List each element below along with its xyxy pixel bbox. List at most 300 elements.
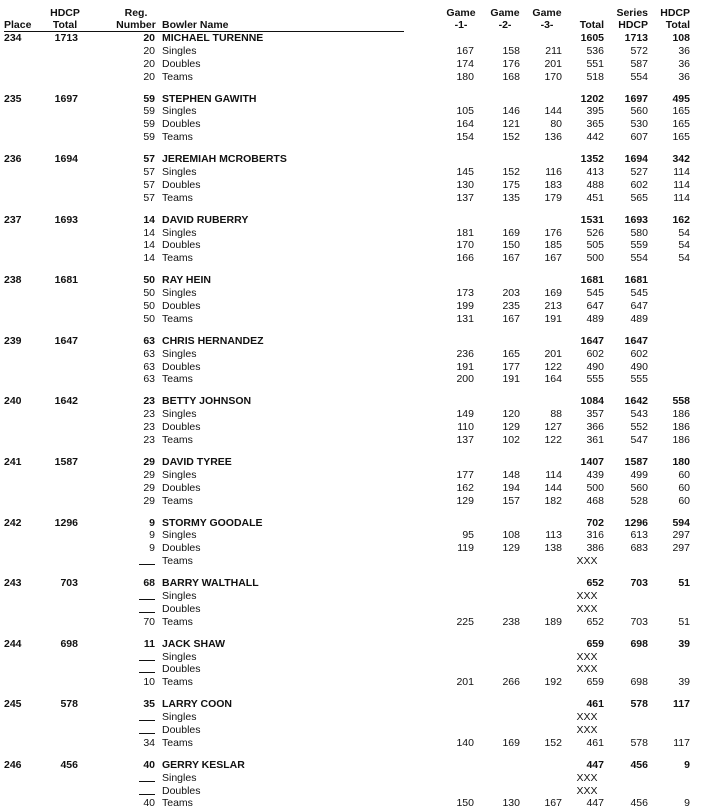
game-1-cell: 181 [456,226,474,239]
game-3-cell: 183 [544,178,562,191]
event-total-cell: 490 [586,360,604,373]
header-bowler-name: Bowler Name [162,19,229,31]
event-total-cell: 442 [586,131,604,144]
event-series-hdcp-cell: 456 [630,797,648,810]
event-total-cell: XXX [576,602,598,615]
hdcp-total-cell: 1647 [54,334,78,347]
event-total-cell: 659 [586,676,604,689]
bowler-summary-row [0,32,701,45]
event-series-hdcp-cell: 602 [630,347,648,360]
place-cell: 238 [4,274,22,287]
event-name-cell: Singles [162,771,197,784]
event-reg-cell: 59 [143,131,155,144]
hdcp-cell: 162 [672,213,690,226]
event-name-cell: Doubles [162,118,201,131]
bowler-block [0,698,701,750]
hdcp-total-cell: 1296 [54,516,78,529]
hdcp-total-cell: 578 [60,698,78,711]
bowler-name-cell: LARRY COON [162,698,233,711]
event-row [0,179,701,192]
event-hdcp-cell: 186 [672,408,690,421]
event-total-cell: XXX [576,723,598,736]
event-reg-cell: 9 [149,529,155,542]
series-hdcp-cell: 456 [630,758,648,771]
event-series-hdcp-cell: 547 [630,434,648,447]
event-series-hdcp-cell: 587 [630,57,648,70]
game-1-cell: 145 [456,166,474,179]
event-name-cell: Singles [162,529,197,542]
event-row [0,373,701,386]
game-1-cell: 162 [456,481,474,494]
event-row [0,252,701,265]
series-hdcp-cell: 1642 [624,395,648,408]
event-total-cell: 526 [586,226,604,239]
game-3-cell: 122 [544,434,562,447]
event-reg-cell [112,772,155,785]
event-hdcp-cell: 117 [673,736,690,749]
series-hdcp-cell: 1647 [624,334,648,347]
series-hdcp-cell: 1587 [624,455,648,468]
bowler-block [0,153,701,205]
game-1-cell: 225 [456,615,474,628]
event-reg-cell: 9 [149,542,155,555]
event-hdcp-cell: 297 [672,529,690,542]
game-1-cell: 174 [456,57,474,70]
event-total-cell: 357 [586,408,604,421]
reg-number-cell: 40 [143,758,155,771]
event-total-cell: 439 [586,468,604,481]
event-reg-cell [112,724,155,737]
total-cell: 1407 [580,455,604,468]
event-reg-cell: 23 [143,421,155,434]
reg-number-cell: 14 [143,213,155,226]
event-hdcp-cell: 165 [672,118,690,131]
event-series-hdcp-cell: 530 [630,118,648,131]
total-cell: 1352 [580,153,604,166]
event-total-cell: 488 [586,178,604,191]
event-hdcp-cell: 297 [672,542,690,555]
event-reg-cell: 57 [143,178,155,191]
game-2-cell: 135 [502,191,520,204]
game-3-cell: 113 [545,529,562,542]
series-hdcp-cell: 578 [630,698,648,711]
hdcp-total-cell: 1693 [54,213,78,226]
total-cell: 447 [586,758,604,771]
event-row [0,239,701,252]
game-3-cell: 144 [544,105,562,118]
event-name-cell: Singles [162,287,197,300]
header-total: Total [579,19,604,31]
game-1-cell: 191 [456,360,474,373]
series-hdcp-cell: 1713 [624,32,648,44]
event-reg-cell: 23 [143,434,155,447]
hdcp-total-cell: 698 [60,637,78,650]
bowler-name-cell: STORMY GOODALE [162,516,263,529]
event-hdcp-cell: 186 [672,421,690,434]
event-reg-cell: 20 [143,44,155,57]
total-cell: 652 [586,577,604,590]
event-series-hdcp-cell: 499 [630,468,648,481]
game-3-cell: 191 [544,312,562,325]
game-1-cell: 140 [456,736,474,749]
bowler-block [0,577,701,629]
event-name-cell: Doubles [162,178,201,191]
event-total-cell: 451 [586,191,604,204]
event-reg-cell: 40 [143,797,155,810]
event-reg-cell: 23 [143,408,155,421]
game-2-cell: 165 [502,347,520,360]
event-total-cell: 413 [586,166,604,179]
place-cell: 240 [4,395,22,408]
place-cell: 235 [4,92,22,105]
event-series-hdcp-cell: 555 [630,373,648,386]
event-reg-cell: 63 [143,373,155,386]
event-hdcp-cell: 114 [673,166,690,179]
game-1-cell: 137 [456,191,474,204]
event-reg-cell: 63 [143,347,155,360]
event-row [0,192,701,205]
game-1-cell: 236 [456,347,474,360]
series-hdcp-cell: 1296 [624,516,648,529]
reg-number-cell: 57 [143,153,155,166]
reg-number-cell: 11 [143,637,155,650]
event-row [0,676,701,689]
event-row [0,772,701,785]
event-row [0,421,701,434]
event-hdcp-cell: 114 [673,178,690,191]
game-2-cell: 169 [502,736,520,749]
series-hdcp-cell: 698 [630,637,648,650]
event-name-cell: Doubles [162,784,201,797]
event-series-hdcp-cell: 489 [630,312,648,325]
event-hdcp-cell: 165 [672,131,690,144]
game-2-cell: 238 [502,615,520,628]
hdcp-total-cell: 1587 [54,455,78,468]
bowler-summary-row [0,153,701,166]
event-row [0,118,701,131]
total-cell: 702 [586,516,604,529]
event-total-cell: 551 [586,57,604,70]
hdcp-cell: 9 [684,758,690,771]
event-total-cell: XXX [576,784,598,797]
event-reg-cell: 57 [143,166,155,179]
event-total-cell: 365 [586,118,604,131]
game-1-cell: 154 [456,131,474,144]
bowler-summary-row [0,698,701,711]
event-total-cell: 545 [586,287,604,300]
game-3-cell: 127 [544,421,562,434]
event-name-cell: Singles [162,44,197,57]
bowler-summary-row [0,395,701,408]
event-series-hdcp-cell: 560 [630,105,648,118]
event-row [0,737,701,750]
game-2-cell: 175 [502,178,520,191]
event-row [0,724,701,737]
event-reg-cell [112,590,155,603]
event-total-cell: XXX [576,555,598,568]
game-3-cell: 176 [544,226,562,239]
event-total-cell: XXX [576,663,598,676]
game-3-cell: 138 [544,542,562,555]
game-2-cell: 191 [502,373,520,386]
event-name-cell: Singles [162,347,197,360]
event-name-cell: Teams [162,70,193,83]
game-2-cell: 176 [502,57,520,70]
hdcp-total-cell: 1681 [54,274,78,287]
event-row [0,313,701,326]
game-1-cell: 95 [462,529,474,542]
event-total-cell: 386 [586,542,604,555]
event-name-cell: Teams [162,736,193,749]
event-total-cell: 366 [586,421,604,434]
event-reg-cell: 20 [143,57,155,70]
event-series-hdcp-cell: 580 [630,226,648,239]
event-row [0,590,701,603]
event-row [0,711,701,724]
game-1-cell: 137 [456,434,474,447]
bowler-block [0,395,701,447]
game-3-cell: 114 [545,468,562,481]
event-hdcp-cell: 54 [678,252,690,265]
game-1-cell: 119 [457,542,474,555]
game-1-cell: 149 [456,408,474,421]
event-series-hdcp-cell: 572 [630,44,648,57]
event-name-cell: Teams [162,555,193,568]
header-place: Place [4,19,32,31]
event-total-cell: XXX [576,771,598,784]
blank-reg-line [139,711,155,721]
event-name-cell: Teams [162,312,193,325]
bowler-block [0,638,701,690]
event-name-cell: Doubles [162,239,201,252]
event-name-cell: Singles [162,408,197,421]
event-name-cell: Teams [162,494,193,507]
event-name-cell: Doubles [162,663,201,676]
event-total-cell: 647 [586,300,604,313]
event-reg-cell [112,711,155,724]
event-total-cell: XXX [576,650,598,663]
event-hdcp-cell: 114 [673,191,690,204]
game-3-cell: 211 [545,44,562,57]
event-row [0,58,701,71]
blank-reg-line [139,724,155,734]
event-row [0,482,701,495]
blank-reg-line [139,590,155,600]
event-total-cell: XXX [576,711,598,724]
game-2-cell: 177 [502,360,520,373]
event-series-hdcp-cell: 602 [630,178,648,191]
game-3-cell: 201 [544,57,562,70]
event-total-cell: 555 [586,373,604,386]
event-row [0,542,701,555]
hdcp-cell: 180 [672,455,690,468]
hdcp-total-cell: 1713 [54,32,78,44]
blank-reg-line [139,555,155,565]
series-hdcp-cell: 1694 [624,153,648,166]
event-row [0,663,701,676]
event-row [0,71,701,84]
event-row [0,495,701,508]
game-1-cell: 199 [456,300,474,313]
event-row [0,131,701,144]
event-name-cell: Doubles [162,602,201,615]
event-row [0,434,701,447]
game-3-cell: 167 [544,797,562,810]
event-series-hdcp-cell: 613 [630,529,648,542]
bowler-name-cell: STEPHEN GAWITH [162,92,257,105]
event-name-cell: Teams [162,131,193,144]
event-reg-cell: 14 [143,252,155,265]
event-row [0,797,701,810]
total-cell: 1202 [580,92,604,105]
hdcp-cell: 108 [672,32,690,44]
game-2-cell: 168 [502,70,520,83]
event-total-cell: 518 [586,70,604,83]
bowler-name-cell: GERRY KESLAR [162,758,245,771]
event-total-cell: 602 [586,347,604,360]
event-hdcp-cell: 54 [678,239,690,252]
event-reg-cell: 59 [143,105,155,118]
bowler-name-cell: CHRIS HERNANDEZ [162,334,264,347]
game-2-cell: 148 [502,468,520,481]
reg-number-cell: 63 [143,334,155,347]
bowler-list [0,32,701,810]
event-series-hdcp-cell: 552 [630,421,648,434]
series-hdcp-cell: 1681 [624,274,648,287]
place-cell: 246 [4,758,22,771]
event-row [0,603,701,616]
bowler-name-cell: MICHAEL TURENNE [162,32,264,44]
game-3-cell: 164 [544,373,562,386]
place-cell: 241 [4,455,22,468]
place-cell: 234 [4,32,22,44]
game-3-cell: 136 [544,131,562,144]
blank-reg-line [139,785,155,795]
game-2-cell: 108 [502,529,520,542]
event-hdcp-cell: 36 [678,70,690,83]
blank-reg-line [139,603,155,613]
event-series-hdcp-cell: 554 [630,70,648,83]
event-reg-cell: 63 [143,360,155,373]
game-1-cell: 166 [456,252,474,265]
header-game-3: Game -3- [532,7,562,31]
total-cell: 1084 [580,395,604,408]
event-reg-cell: 57 [143,191,155,204]
total-cell: 1531 [580,213,604,226]
game-2-cell: 203 [502,287,520,300]
game-1-cell: 167 [456,44,474,57]
game-3-cell: 185 [544,239,562,252]
game-3-cell: 152 [544,736,562,749]
bowler-name-cell: JEREMIAH MCROBERTS [162,153,287,166]
game-3-cell: 213 [544,300,562,313]
reg-number-cell: 29 [143,455,155,468]
game-2-cell: 235 [502,300,520,313]
event-reg-cell: 50 [143,300,155,313]
event-total-cell: 361 [586,434,604,447]
event-hdcp-cell: 36 [678,57,690,70]
event-total-cell: 395 [586,105,604,118]
event-total-cell: 489 [586,312,604,325]
event-reg-cell: 50 [143,287,155,300]
game-2-cell: 102 [502,434,520,447]
series-hdcp-cell: 1693 [624,213,648,226]
bowler-name-cell: DAVID RUBERRY [162,213,249,226]
game-2-cell: 167 [502,252,520,265]
hdcp-cell: 51 [678,577,690,590]
event-reg-cell [112,663,155,676]
game-2-cell: 150 [502,239,520,252]
event-series-hdcp-cell: 683 [630,542,648,555]
table-header [0,0,701,31]
reg-number-cell: 35 [143,698,155,711]
game-1-cell: 131 [456,312,474,325]
hdcp-cell: 39 [678,637,690,650]
event-series-hdcp-cell: 559 [630,239,648,252]
game-1-cell: 110 [457,421,474,434]
event-total-cell: 447 [586,797,604,810]
event-series-hdcp-cell: 554 [630,252,648,265]
event-series-hdcp-cell: 607 [630,131,648,144]
blank-reg-line [139,772,155,782]
total-cell: 659 [586,637,604,650]
event-name-cell: Doubles [162,360,201,373]
game-3-cell: 192 [544,676,562,689]
event-row [0,555,701,568]
event-name-cell: Doubles [162,542,201,555]
blank-reg-line [139,651,155,661]
game-1-cell: 105 [456,105,474,118]
event-series-hdcp-cell: 543 [630,408,648,421]
event-name-cell: Teams [162,434,193,447]
event-reg-cell: 14 [143,226,155,239]
event-name-cell: Doubles [162,723,201,736]
bowler-summary-row [0,93,701,106]
bowler-summary-row [0,577,701,590]
event-hdcp-cell: 36 [678,44,690,57]
blank-reg-line [139,663,155,673]
event-hdcp-cell: 39 [678,676,690,689]
total-cell: 1681 [580,274,604,287]
bowler-name-cell: BETTY JOHNSON [162,395,252,408]
event-reg-cell: 20 [143,70,155,83]
header-game-2: Game -2- [490,7,520,31]
event-hdcp-cell: 9 [684,797,690,810]
event-hdcp-cell: 165 [672,105,690,118]
bowler-summary-row [0,335,701,348]
event-reg-cell: 29 [143,468,155,481]
bowler-block [0,335,701,387]
event-reg-cell: 50 [143,312,155,325]
event-name-cell: Singles [162,711,197,724]
event-total-cell: 461 [586,736,604,749]
event-row [0,469,701,482]
event-series-hdcp-cell: 647 [630,300,648,313]
hdcp-cell: 117 [673,698,690,711]
event-name-cell: Teams [162,191,193,204]
event-series-hdcp-cell: 490 [630,360,648,373]
hdcp-cell: 594 [672,516,690,529]
event-name-cell: Singles [162,650,197,663]
event-name-cell: Singles [162,105,197,118]
event-series-hdcp-cell: 698 [630,676,648,689]
event-reg-cell: 59 [143,118,155,131]
event-name-cell: Singles [162,468,197,481]
event-row [0,287,701,300]
event-total-cell: XXX [576,589,598,602]
event-reg-cell: 70 [143,615,155,628]
event-reg-cell: 29 [143,494,155,507]
